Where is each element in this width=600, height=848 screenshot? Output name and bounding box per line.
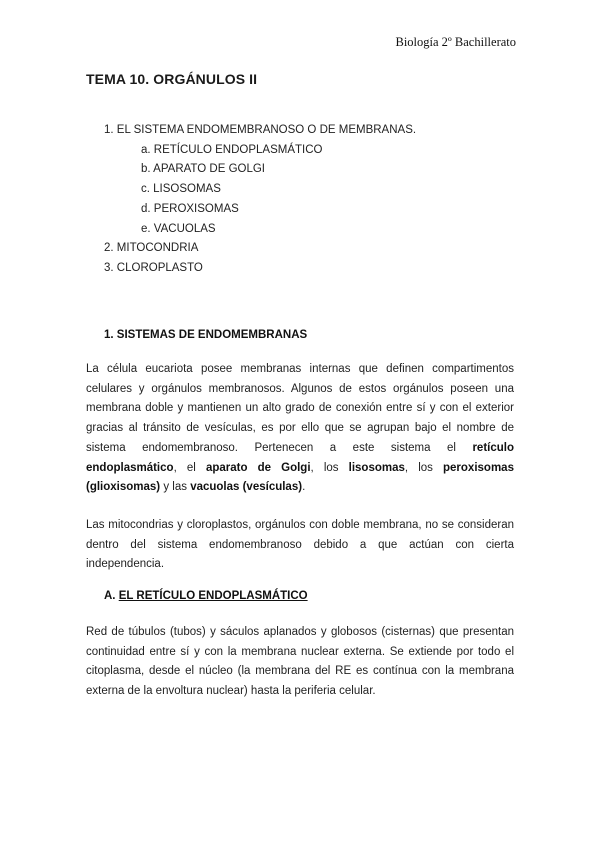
toc-item: a. RETÍCULO ENDOPLASMÁTICO (141, 143, 323, 156)
toc-item: d. PEROXISOMAS (141, 202, 239, 215)
term-golgi: aparato de Golgi (205, 461, 311, 474)
section-heading: 1. SISTEMAS DE ENDOMEMBRANAS (104, 329, 308, 341)
term-lisosomas: lisosomas (348, 461, 405, 474)
term-reticulo: retículo endoplasmático (86, 441, 514, 474)
toc-item: 2. MITOCONDRIA (104, 242, 199, 255)
toc-item: e. VACUOLAS (141, 222, 216, 235)
term-peroxisomas: peroxisomas (glioxisomas) (86, 461, 514, 494)
page-title: TEMA 10. ORGÁNULOS II (86, 71, 258, 87)
toc-item: c. LISOSOMAS (141, 183, 221, 196)
toc-item: b. APARATO DE GOLGI (141, 163, 265, 176)
reticulum-paragraph: Red de túbulos (tubos) y sáculos aplanados y globosos (cisternas) que presentan continuidad entre sí y con la membrana nuclear externa. Se extiende por todo el citoplasma, desde el núcleo (la membrana del RE es contínua con la membrana externa de la envoltura nuclear) hasta la periferia celular. (86, 626, 514, 698)
mitochondria-paragraph: Las mitocondrias y cloroplastos, orgánulos con doble membrana, no se consideran dentro del sistema endomembranoso debido a que actúan con cierta independencia. (86, 519, 514, 571)
table-of-contents (0, 121, 600, 279)
subsection-heading: A. EL RETÍCULO ENDOPLASMÁTICO (104, 590, 308, 602)
toc-item: 3. CLOROPLASTO (104, 261, 203, 274)
term-vacuolas: vacuolas (vesículas) (190, 481, 303, 494)
toc-item: 1. EL SISTEMA ENDOMEMBRANOSO O DE MEMBRANAS. (104, 124, 417, 136)
intro-paragraph: La célula eucariota posee membranas internas que definen compartimentos celulares y orgánulos membranosos. Algunos de estos orgánulos poseen una membrana doble y mantienen un alto grado de conexión entre sí y con el exterior gracias al tránsito de vesículas, es por ello que se agrupan bajo el nombre de sistema endomembranoso. Pertenecen a este sistema el retículo endoplasmático, el aparato de Golgi, los lisosomas, los peroxisomas (glioxisomas) y las vacuolas (vesículas). (86, 363, 514, 494)
course-header: Biología 2º Bachillerato (395, 35, 516, 49)
